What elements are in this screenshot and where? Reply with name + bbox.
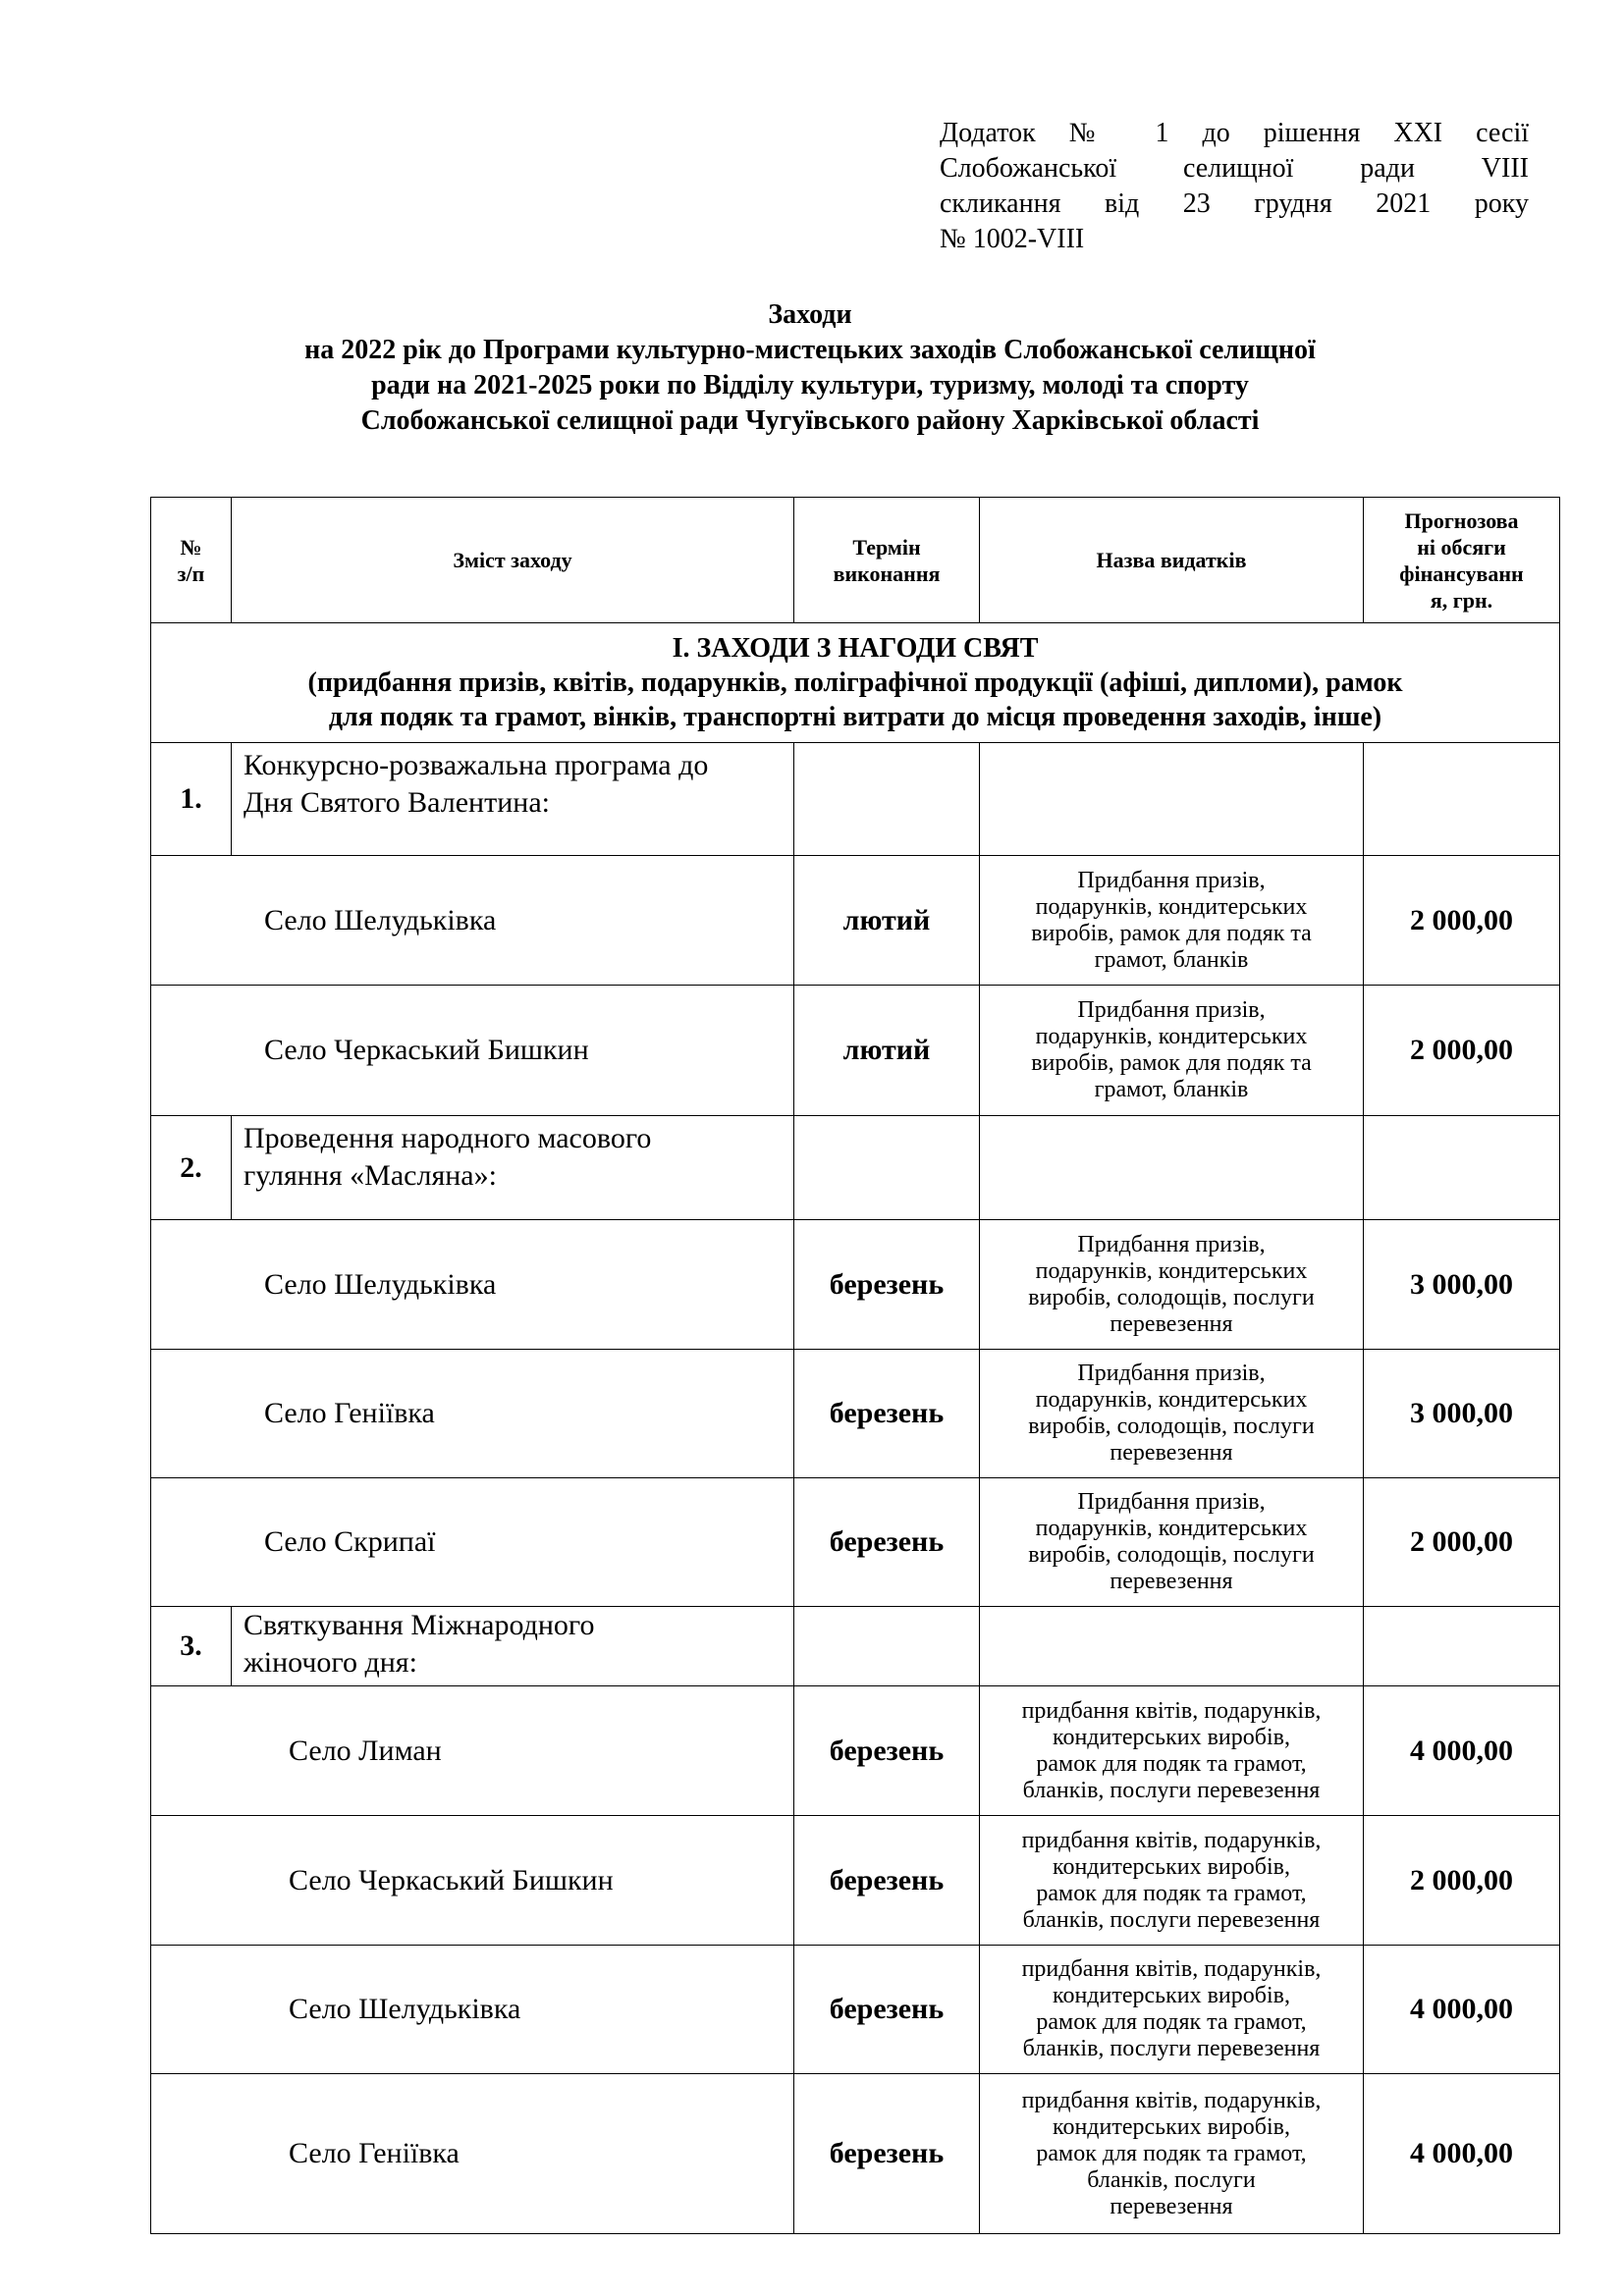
table-row [151,1946,1560,2074]
term: лютий [794,856,980,986]
term: березень [794,1816,980,1946]
amount: 3 000,00 [1364,1220,1560,1350]
table-header-row [151,498,1560,623]
annex-line: Слобожанської селищної ради VIII [940,153,1529,184]
measures-table [150,497,1560,2234]
term: березень [794,1350,980,1478]
location: Село Черкаський Бишкин [151,986,794,1116]
term: березень [794,1686,980,1816]
location: Село Скрипаї [151,1478,794,1607]
expense: придбання квітів, подарунків, кондитерських виробів, рамок для подяк та грамот, бланків, послуги перевезення [980,1816,1364,1946]
event-row [151,1607,1560,1686]
title-line: Слобожанської селищної ради Чугуївського району Харківської області [360,405,1260,436]
document-title [177,297,1443,439]
expense: Придбання призів, подарунків, кондитерських виробів, рамок для подяк та грамот, бланків [980,986,1364,1116]
header-amount: Прогнозова ні обсяги фінансуванн я, грн. [1364,498,1560,623]
event-row [151,1116,1560,1220]
expense: Придбання призів, подарунків, кондитерських виробів, солодощів, послуги перевезення [980,1478,1364,1607]
location: Село Шелудьківка [151,1946,794,2074]
location: Село Лиман [151,1686,794,1816]
title-line: ради на 2021-2025 роки по Відділу культури, туризму, молоді та спорту [371,370,1249,400]
event-name: Святкування Міжнародного жіночого дня: [232,1607,794,1686]
table-row [151,1478,1560,1607]
location: Село Геніївка [151,2074,794,2234]
expense: придбання квітів, подарунків, кондитерських виробів, рамок для подяк та грамот, бланків, послуги перевезення [980,1946,1364,2074]
event-number: 3. [151,1607,232,1686]
amount: 2 000,00 [1364,986,1560,1116]
expense: Придбання призів, подарунків, кондитерських виробів, солодощів, послуги перевезення [980,1350,1364,1478]
amount: 3 000,00 [1364,1350,1560,1478]
section-title: І. ЗАХОДИ З НАГОДИ СВЯТ (придбання призів, квітів, подарунків, поліграфічної продукції (афіші, дипломи), рамок для подяк та грамот, вінків, транспортні витрати до місця проведення заходів, інше) [151,623,1560,743]
title-line: на 2022 рік до Програми культурно-мистецьких заходів Слобожанської селищної [304,335,1316,365]
header-expense: Назва видатків [980,498,1364,623]
location: Село Шелудьківка [151,1220,794,1350]
amount: 2 000,00 [1364,1478,1560,1607]
term: лютий [794,986,980,1116]
header-term: Термін виконання [794,498,980,623]
location: Село Черкаський Бишкин [151,1816,794,1946]
title-line: Заходи [768,299,852,330]
table-row [151,1686,1560,1816]
expense: придбання квітів, подарунків, кондитерських виробів, рамок для подяк та грамот, бланків, послуги перевезення [980,2074,1364,2234]
event-number: 1. [151,743,232,856]
table-row [151,856,1560,986]
table-row [151,1220,1560,1350]
term: березень [794,1478,980,1607]
annex-line: № 1002-VIII [940,224,1085,254]
amount: 4 000,00 [1364,2074,1560,2234]
annex-note [940,116,1529,257]
amount: 4 000,00 [1364,1946,1560,2074]
amount: 2 000,00 [1364,856,1560,986]
expense: Придбання призів, подарунків, кондитерських виробів, рамок для подяк та грамот, бланків [980,856,1364,986]
event-name: Конкурсно-розважальна програма до Дня Святого Валентина: [232,743,794,856]
term: березень [794,2074,980,2234]
header-content: Зміст заходу [232,498,794,623]
event-row [151,743,1560,856]
amount: 2 000,00 [1364,1816,1560,1946]
term: березень [794,1946,980,2074]
section-row [151,623,1560,743]
location: Село Геніївка [151,1350,794,1478]
term: березень [794,1220,980,1350]
table-row [151,1350,1560,1478]
event-number: 2. [151,1116,232,1220]
table-row [151,986,1560,1116]
location: Село Шелудьківка [151,856,794,986]
amount: 4 000,00 [1364,1686,1560,1816]
table-row [151,2074,1560,2234]
annex-line: Додаток № 1 до рішення XXI сесії [940,118,1529,148]
expense: Придбання призів, подарунків, кондитерських виробів, солодощів, послуги перевезення [980,1220,1364,1350]
event-name: Проведення народного масового гуляння «Масляна»: [232,1116,794,1220]
expense: придбання квітів, подарунків, кондитерських виробів, рамок для подяк та грамот, бланків, послуги перевезення [980,1686,1364,1816]
header-num: № з/п [151,498,232,623]
table-row [151,1816,1560,1946]
annex-line: скликання від 23 грудня 2021 року [940,188,1529,219]
